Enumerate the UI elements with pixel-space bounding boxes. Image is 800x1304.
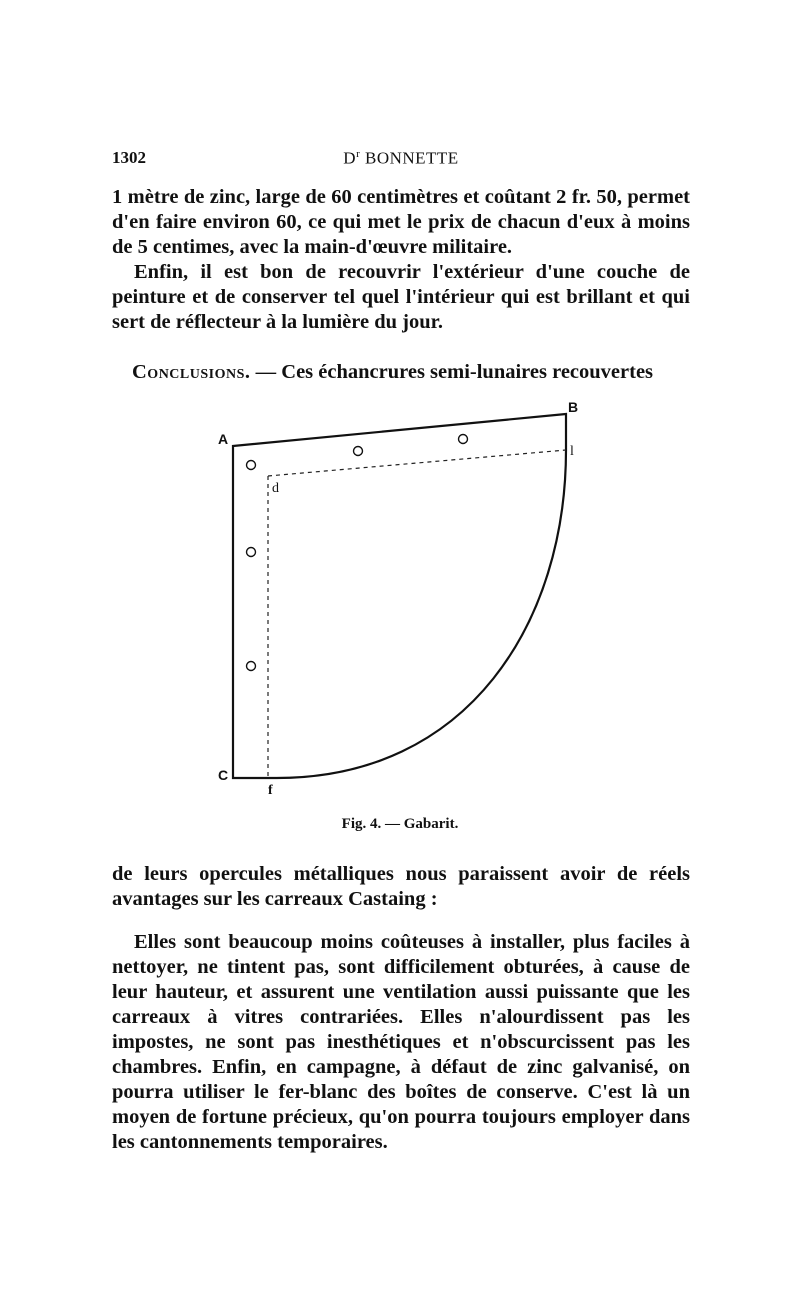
figure-label-d: d [272,481,279,496]
figure-label-c: C [218,767,229,783]
paragraph-benefits: Elles sont beaucoup moins coûteuses à installer, plus faciles à nettoyer, ne tintent pas, sont difficilement obturées, à cause de leur hauteur, et assurent une ventilation aussi puissante que les carreaux à vitres contrariées. Elles n'alourdissent pas les impostes, ne sont pas inesthétiques et n'obscurcissent pas les chambres. Enfin, en campagne, à défaut de zinc galvanisé, on pourra utiliser le fer-blanc des boîtes de conserve. C'est là un moyen de fortune précieux, qu'on pourra toujours employer dans les cantonnements temporaires. [112,931,690,1153]
page-number: 1302 [112,148,146,167]
conclusions-text: — Ces échancrures semi-lunaires recouvertes [255,361,654,383]
author-suffix: r [356,148,361,160]
rivet-hole [459,435,468,444]
paragraph-paint: Enfin, il est bon de recouvrir l'extérieur d'une couche de peinture et de conserver tel quel l'intérieur qui est brillant et qui sert de réflecteur à la lumière du jour. [112,261,690,333]
conclusions-label: Conclusions. [132,361,251,383]
author-name: BONNETTE [364,148,459,168]
author-prefix: D [343,148,357,168]
rivet-hole [247,461,256,470]
dashed-line-top [268,450,566,476]
body-text-continuation [112,862,690,912]
figure-caption: Fig. 4. — Gabarit. [341,816,459,832]
rivet-hole [354,447,363,456]
figure-label-a: A [218,431,229,447]
rivet-hole [247,662,256,671]
figure-label-f: f [268,783,273,798]
body-text-bottom [112,930,690,1155]
figure-label-l: l [570,444,574,459]
rivet-hole [247,548,256,557]
paragraph-zinc-cost: 1 mètre de zinc, large de 60 centimètres et coûtant 2 fr. 50, permet d'en faire environ 60, ce qui met le prix de chacun d'eux à moins de 5 centimes, avec la main-d'œuvre militaire. [112,186,690,258]
figure-label-b: B [568,399,579,415]
template-outline [233,414,566,778]
paragraph-advantages: de leurs opercules métalliques nous paraissent avoir de réels avantages sur les carreaux Castaing : [112,863,690,910]
